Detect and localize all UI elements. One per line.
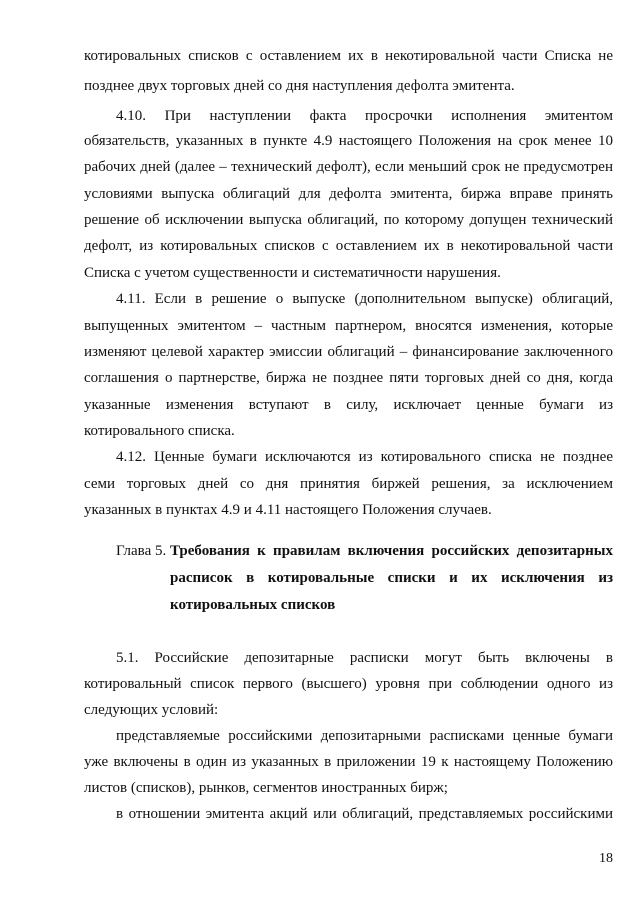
chapter-title-line: расписок в котировальные списки и их исключения из: [170, 570, 613, 586]
text-line: позднее двух торговых дней со дня наступления дефолта эмитента.: [84, 78, 515, 94]
text-line: котировальный список первого (высшего) уровня при соблюдении одного из: [84, 676, 613, 692]
text-line: семи торговых дней со дня принятия биржей решения, за исключением: [84, 476, 613, 492]
text-line: Списка с учетом существенности и систематичности нарушения.: [84, 265, 501, 281]
paragraph-5-1-start: 5.1. Российские депозитарные расписки могут быть включены в: [116, 650, 613, 666]
text-line: дефолт, из котировальных списков с оставлением их в некотировальной части: [84, 238, 613, 254]
text-line: уже включены в один из указанных в приложении 19 к настоящему Положению: [84, 754, 613, 770]
list-item-start: представляемые российскими депозитарными расписками ценные бумаги: [116, 728, 613, 744]
paragraph-4-10-start: 4.10. При наступлении факта просрочки исполнения эмитентом: [116, 108, 613, 124]
text-line: котировального списка.: [84, 423, 235, 439]
chapter-label: Глава 5.: [116, 543, 167, 559]
text-line: выпущенных эмитентом – частным партнером, вносятся изменения, которые: [84, 318, 613, 334]
page-number: 18: [599, 851, 613, 866]
text-line: указанных в пунктах 4.9 и 4.11 настоящего Положения случаев.: [84, 502, 492, 518]
text-line: следующих условий:: [84, 702, 219, 718]
text-line: соглашения о партнерстве, биржа не позднее пяти торговых дней со дня, когда: [84, 370, 613, 386]
paragraph-4-11-start: 4.11. Если в решение о выпуске (дополнительном выпуске) облигаций,: [116, 291, 613, 307]
text-line: решение об исключении выпуска облигаций, по которому допущен технический: [84, 212, 613, 228]
list-item-start: в отношении эмитента акций или облигаций, представляемых российскими: [116, 806, 613, 822]
paragraph-4-12-start: 4.12. Ценные бумаги исключаются из котировального списка не позднее: [116, 449, 613, 465]
chapter-title-line: котировальных списков: [170, 597, 336, 613]
text-line: обязательств, указанных в пункте 4.9 настоящего Положения на срок менее 10: [84, 133, 613, 149]
text-line: указанные изменения вступают в силу, исключает ценные бумаги из: [84, 397, 613, 413]
text-line: условиями выпуска облигаций для дефолта эмитента, биржа вправе принять: [84, 186, 613, 202]
text-line: котировальных списков с оставлением их в некотировальной части Списка не: [84, 48, 613, 64]
text-line: изменяют целевой характер эмиссии облигаций – финансирование заключенного: [84, 344, 613, 360]
text-line: листов (списков), рынков, сегментов иностранных бирж;: [84, 780, 448, 796]
text-line: рабочих дней (далее – технический дефолт), если меньший срок не предусмотрен: [84, 159, 613, 175]
chapter-title-line: Требования к правилам включения российских депозитарных: [170, 543, 613, 559]
